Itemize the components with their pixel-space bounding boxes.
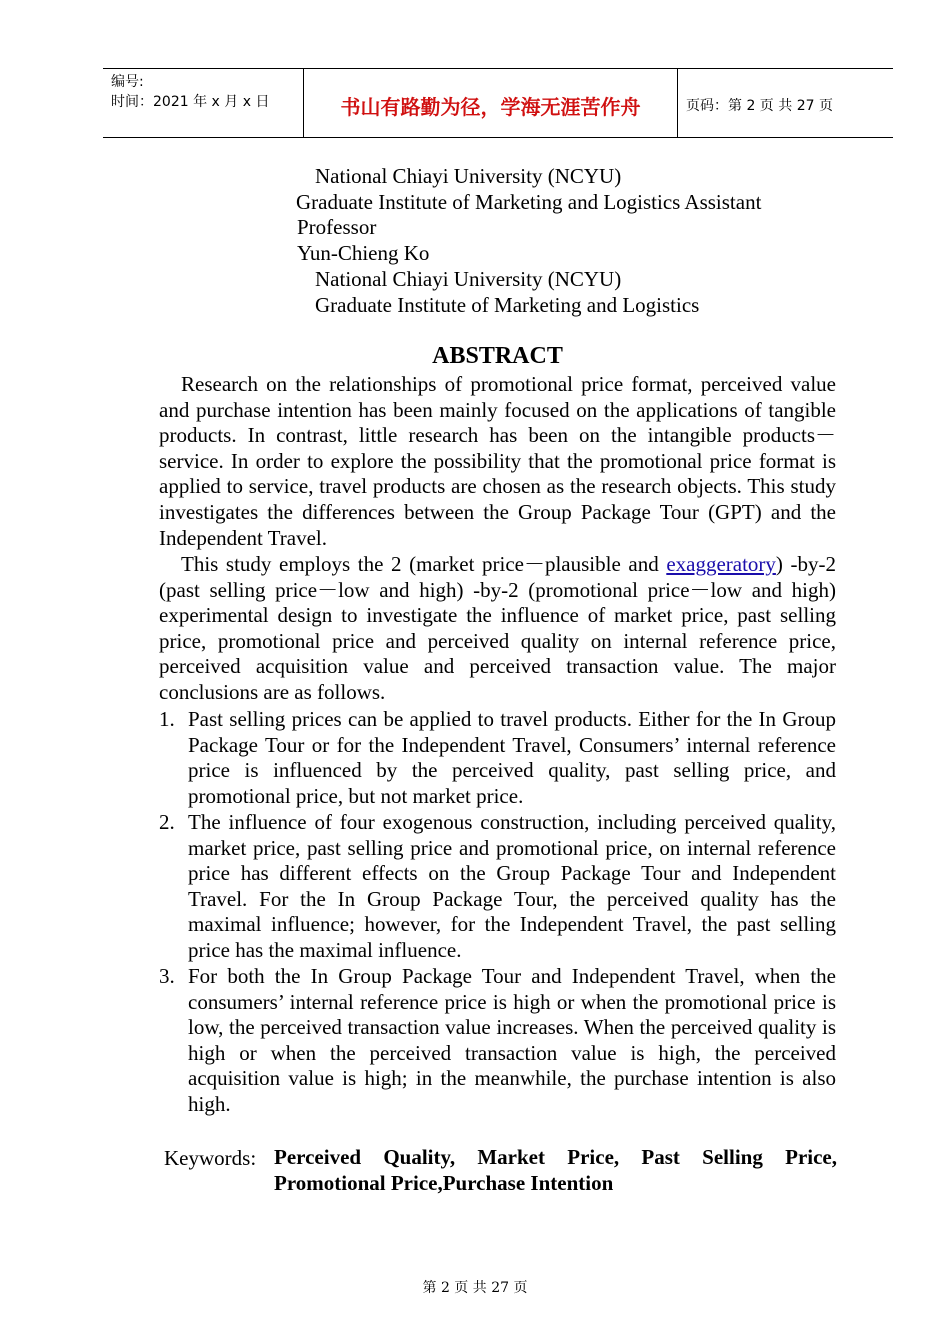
affiliation-line-6: Graduate Institute of Marketing and Logistics bbox=[315, 293, 700, 317]
affiliation-line-1: National Chiayi University (NCYU) bbox=[315, 164, 622, 188]
date-label: 时间：2021 年 x 月 x 日 bbox=[111, 94, 270, 110]
keywords-label: Keywords: bbox=[164, 1146, 257, 1170]
page-footer bbox=[0, 1277, 950, 1297]
affiliation-line-5: National Chiayi University (NCYU) bbox=[315, 267, 622, 291]
footer-page-number: 第 2 页 共 27 页 bbox=[422, 1280, 528, 1296]
abstract-paragraph-1: Research on the relationships of promotional price format, perceived value and purchase intention has been mainly focused on the applications of tangible products. In contrast, little research has been on the intangible products－service. In order to explore the possibility that the promotional price format is applied to service, travel products are chosen as the research objects. This study investigates the differences between the Group Package Tour (GPT) and the Independent Travel. bbox=[159, 372, 836, 550]
author-name: Yun-Chieng Ko bbox=[297, 241, 430, 265]
abstract-paragraph-2 bbox=[159, 552, 836, 706]
motto-text: 书山有路勤为径，学海无涯苦作舟 bbox=[340, 95, 641, 119]
conclusion-text-3: For both the In Group Package Tour and Independent Travel, when the consumers’ internal reference price is high or when the promotional price is low, the perceived transaction value increases. When the perceived quality is high or when the perceived transaction value is high, the perceived acquisition value is high; in the meanwhile, the purchase intention is also high. bbox=[188, 964, 836, 1116]
conclusion-number-3: 3. bbox=[159, 964, 175, 988]
conclusion-number-2: 2. bbox=[159, 810, 175, 834]
header-meta-cell bbox=[103, 69, 303, 137]
abstract-title: ABSTRACT bbox=[432, 343, 563, 369]
conclusion-text-2: The influence of four exogenous construction, including perceived quality, market price, past selling price and promotional price, on internal reference price has different effects on the Group Package Tour and Independent Travel. For the In Group Package Tour, the perceived quality has the maximal influence; however, for the Independent Travel, the past selling price has the maximal influence. bbox=[188, 810, 836, 962]
conclusion-number-1: 1. bbox=[159, 707, 175, 731]
header-motto-cell bbox=[303, 69, 678, 137]
document-header bbox=[103, 68, 893, 138]
page-info: 页码：第 2 页 共 27 页 bbox=[686, 98, 833, 114]
para2-text-before: This study employs the 2 (market price－plausible and bbox=[181, 552, 667, 576]
affiliation-line-2: Graduate Institute of Marketing and Logistics Assistant bbox=[296, 190, 762, 214]
para2-text-after: ) -by-2 (past selling price－low and high) -by-2 (promotional price－low and high) experimental design to investigate the influence of market price, past selling price, promotional price and perceived quality on internal reference price, perceived acquisition value and perceived transaction value. The major conclusions are as follows. bbox=[159, 552, 836, 704]
conclusion-text-1: Past selling prices can be applied to travel products. Either for the In Group Package Tour or for the Independent Travel, Consumers’ internal reference price is influenced by the perceived quality, past selling price, and promotional price, but not market price. bbox=[188, 707, 836, 808]
keywords-terms: Perceived Quality, Market Price, Past Selling Price, Promotional Price,Purchase Intention bbox=[274, 1145, 837, 1195]
header-page-cell bbox=[677, 69, 893, 137]
serial-label: 编号: bbox=[111, 74, 144, 90]
exaggeratory-link[interactable]: exaggeratory bbox=[666, 552, 776, 576]
affiliation-line-3: Professor bbox=[297, 215, 377, 239]
